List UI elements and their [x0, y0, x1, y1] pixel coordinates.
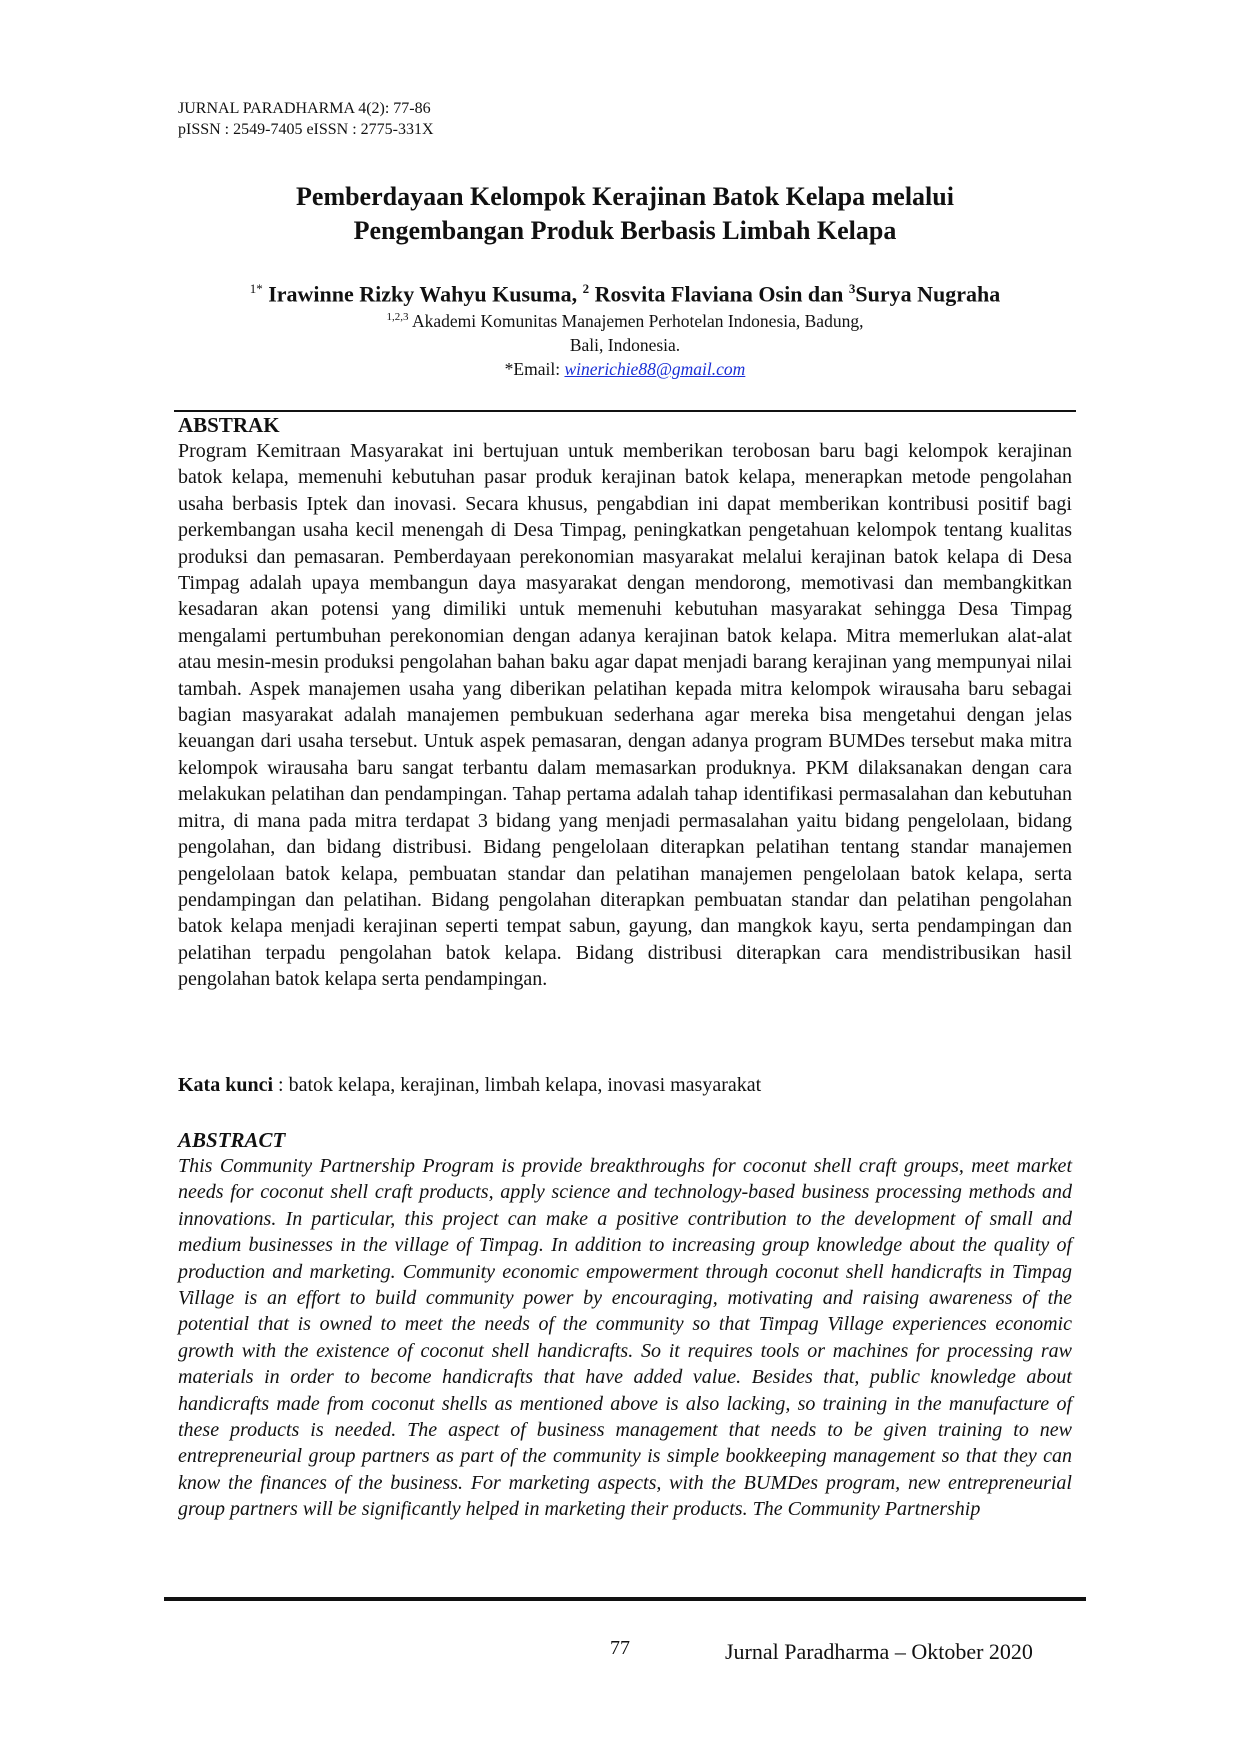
affiliation-superscript: 1,2,3 — [386, 311, 409, 323]
author-3-superscript: 3 — [848, 281, 856, 296]
author-1-name: Irawinne Rizky Wahyu Kusuma, — [262, 281, 583, 307]
paper-title — [178, 180, 1072, 248]
author-2-name: Rosvita Flaviana Osin dan — [589, 281, 849, 307]
journal-citation: JURNAL PARADHARMA 4(2): 77-86 — [178, 100, 431, 117]
email-label: *Email: — [504, 358, 565, 379]
abstrak-section — [178, 412, 1072, 993]
affiliation-line-2: Bali, Indonesia. — [569, 334, 681, 355]
keywords-text: : batok kelapa, kerajinan, limbah kelapa, inovasi masyarakat — [273, 1074, 762, 1096]
abstract-section — [178, 1127, 1072, 1523]
abstract-text: This Community Partnership Program is provide breakthroughs for coconut shell craft groups, meet market needs for coconut shell craft products, apply science and technology-based business processing methods and innovations. In particular, this project can make a positive contribution to the development of small and medium businesses in the village of Timpag. In addition to increasing group knowledge about the quality of production and marketing. Community economic empowerment through coconut shell handicrafts in Timpag Village is an effort to build community power by encouraging, motivating and raising awareness of the potential that is owned to meet the needs of the community so that Timpag Village experiences economic growth with the existence of coconut shell handicrafts. So it requires tools or machines for processing raw materials in order to become handicrafts that have added value. Besides that, public knowledge about handicrafts made from coconut shells as mentioned above is also lacking, so training in the manufacture of these products is needed. The aspect of business management that needs to be given training to new entrepreneurial group partners as part of the community is simple bookkeeping management so that they can know the finances of the business. For marketing aspects, with the BUMDes program, new entrepreneurial group partners will be significantly helped in marketing their products. The Community Partnership — [178, 1155, 1072, 1521]
author-2-superscript: 2 — [582, 281, 590, 296]
footer-divider — [164, 1597, 1086, 1601]
abstrak-text: Program Kemitraan Masyarakat ini bertujuan untuk memberikan terobosan baru bagi kelompok kerajinan batok kelapa, memenuhi kebutuhan pasar produk kerajinan batok kelapa, menerapkan metode pengolahan usaha berbasis Iptek dan inovasi. Secara khusus, pengabdian ini dapat memberikan kontribusi positif bagi perkembangan usaha kecil menengah di Desa Timpag, peningkatkan pengetahuan kelompok tentang kualitas produksi dan pemasaran. Pemberdayaan perekonomian masyarakat melalui kerajinan batok kelapa di Desa Timpag adalah upaya membangun daya masyarakat dengan mendorong, memotivasi dan membangkitkan kesadaran akan potensi yang dimiliki untuk memenuhi kebutuhan masyarakat sehingga Desa Timpag mengalami pertumbuhan perekonomian dengan adanya kerajinan batok kelapa. Mitra memerlukan alat-alat atau mesin-mesin produksi pengolahan bahan baku agar dapat menjadi barang kerajinan yang mempunyai nilai tambah. Aspek manajemen usaha yang diberikan pelatihan kepada mitra kelompok wirausaha baru sebagai bagian masyarakat adalah manajemen pembukuan sederhana agar mereka bisa mengetahui dengan jelas keuangan dari usaha tersebut. Untuk aspek pemasaran, dengan adanya program BUMDes tersebut maka mitra kelompok wirausaha baru sangat terbantu dalam memasarkan produknya. PKM dilaksanakan dengan cara melakukan pelatihan dan pendampingan. Tahap pertama adalah tahap identifikasi permasalahan dan kebutuhan mitra, di mana pada mitra terdapat 3 bidang yang menjadi permasalahan yaitu bidang pengelolaan, bidang pengolahan, dan bidang distribusi. Bidang pengelolaan diterapkan pelatihan tentang standar manajemen pengelolaan batok kelapa, pembuatan standar dan pelatihan manajemen pengelolaan batok kelapa, serta pendampingan dan pelatihan. Bidang pengolahan diterapkan pembuatan standar dan pelatihan pengolahan batok kelapa menjadi kerajinan seperti tempat sabun, gayung, dan mangkok kayu, serta pendampingan dan pelatihan terpadu pengolahan batok kelapa. Bidang distribusi diterapkan cara mendistribusikan hasil pengolahan batok kelapa serta pendampingan. — [178, 440, 1072, 991]
email-link[interactable]: winerichie88@gmail.com — [564, 358, 746, 379]
author-1-superscript: 1* — [249, 281, 263, 296]
journal-footer-name: Jurnal Paradharma – Oktober 2020 — [725, 1639, 1033, 1664]
keywords-label: Kata kunci — [178, 1074, 274, 1096]
issn-line: pISSN : 2549-7405 eISSN : 2775-331X — [178, 121, 434, 138]
author-list — [178, 275, 1072, 308]
abstract-heading: ABSTRACT — [178, 1128, 286, 1152]
author-3-name: Surya Nugraha — [855, 281, 1001, 307]
journal-header — [178, 98, 434, 140]
affiliation-block — [178, 305, 1072, 381]
title-line-1: Pemberdayaan Kelompok Kerajinan Batok Kelapa melalui — [296, 182, 954, 211]
affiliation-line-1 — [178, 305, 1072, 333]
keywords-line — [178, 1072, 1072, 1098]
email-line — [178, 357, 1072, 381]
affiliation-institution: Akademi Komunitas Manajemen Perhotelan Indonesia, Badung, — [408, 310, 864, 331]
abstrak-heading: ABSTRAK — [178, 413, 280, 437]
page-number: 77 — [610, 1637, 630, 1659]
title-line-2: Pengembangan Produk Berbasis Limbah Kelapa — [353, 216, 897, 245]
